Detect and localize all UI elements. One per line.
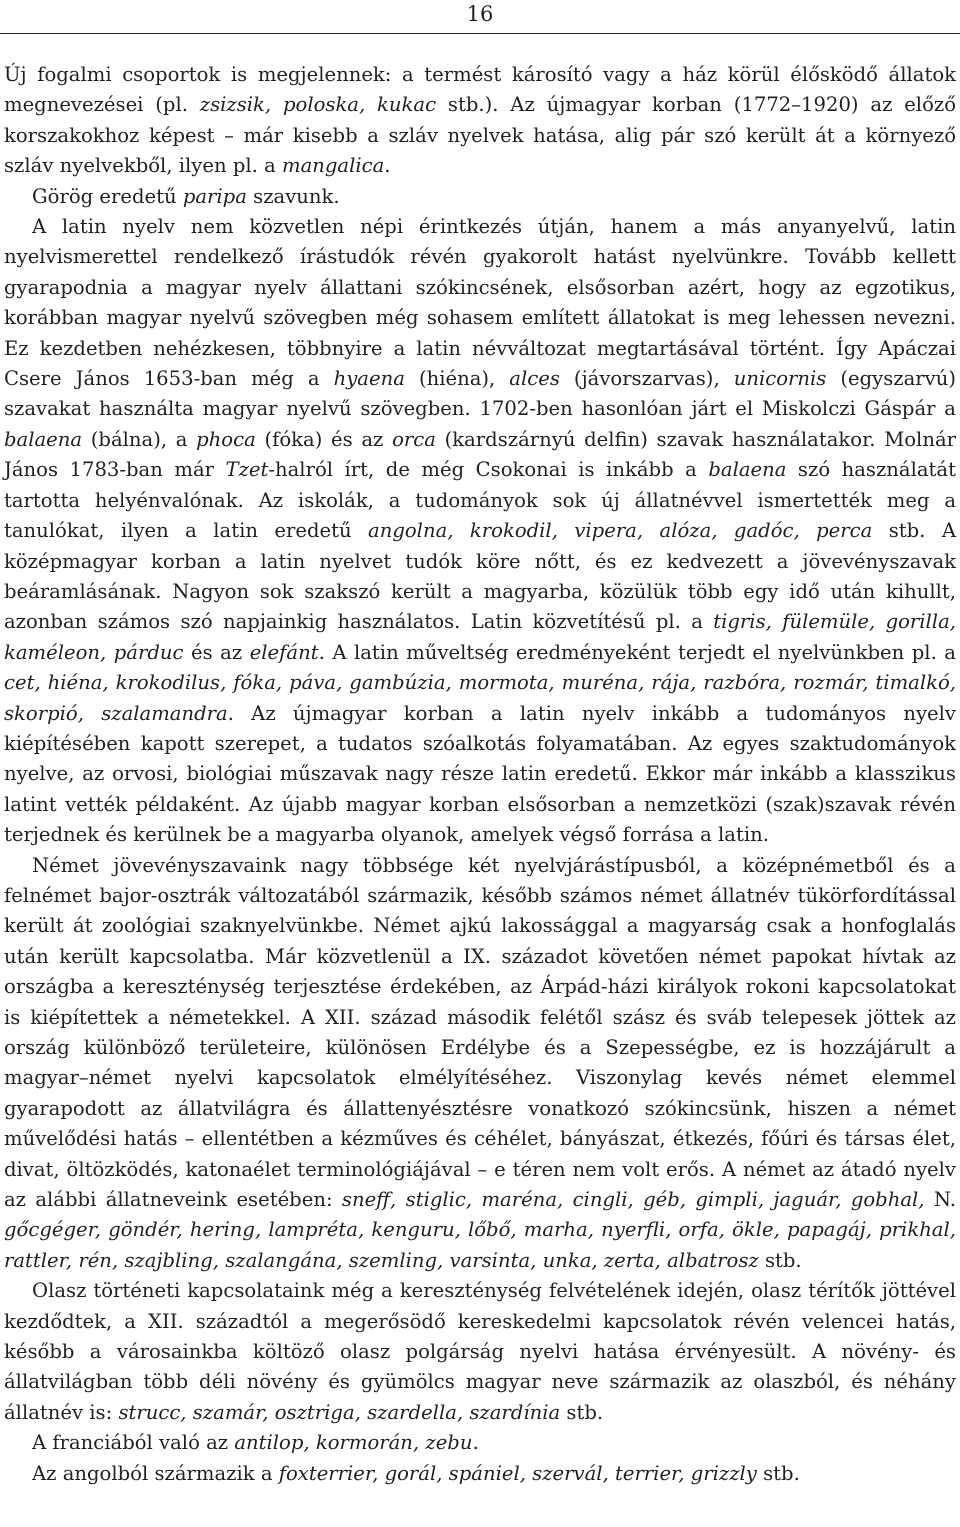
italic-term: zsizsik, poloska, kukac — [199, 93, 437, 117]
italic-term: angolna, krokodil, vipera, alóza, gadóc, perca — [368, 519, 873, 543]
text-span: Az angolból származik a — [32, 1461, 279, 1485]
italic-term: strucc, szamár, osztriga, szardella, szardínia — [118, 1400, 561, 1424]
paragraph-3 — [4, 212, 956, 851]
page-number: 16 — [466, 2, 494, 26]
text-span: stb. A középmagyar korban a latin nyelvet tudók köre nőtt, és ez kedvezett a jövevényszavak beáramlásának. Nagyon sok szakszó került a magyarba, közülük több egy idő után kihullt, azonban számos szó napjainkig használatos. Latin közvetítésű pl. a — [4, 519, 956, 634]
italic-term: tigris, fülemüle, gorilla, kaméleon, párduc — [4, 610, 956, 664]
italic-term: mangalica — [282, 154, 385, 178]
text-span: A franciából való az — [32, 1431, 235, 1455]
italic-term: balaena — [708, 458, 787, 482]
text-span: Új fogalmi csoportok is megjelennek: a termést károsító vagy a ház körül élősködő állatok megnevezései (pl. — [4, 63, 956, 117]
italic-term: alces — [509, 367, 560, 391]
italic-term: antilop, kormorán, zebu — [234, 1431, 473, 1455]
text-span: Olasz történeti kapcsolataink még a kereszténység felvételének idején, olasz térítők jöttével kezdődtek, a XII. századtól a megerősödő kereskedelmi kapcsolatok révén velencei hatás, később a városainkba költöző olasz polgárság nyelvi hatása érvényesült. A növény- és állatvilágban több déli növény és gyümölcs magyar neve származik az olaszból, és néhány állatnév is: — [4, 1279, 956, 1424]
italic-term: foxterrier, gorál, spániel, szervál, terrier, grizzly — [278, 1461, 757, 1485]
text-span: szavunk. — [246, 184, 340, 208]
paragraph-4 — [4, 851, 956, 1277]
paragraph-7 — [4, 1459, 956, 1489]
italic-term: phoca — [196, 427, 256, 451]
text-span: (hiéna), — [404, 367, 510, 391]
text-span: . Az újmagyar korban a latin nyelv inkább a tudományos nyelv kiépítésében kapott szerepet, a tudatos szóalkotás folyamatában. Az egyes szaktudományok nyelve, az orvosi, biológiai műszavak nagy része latin eredetű. Ekkor már inkább a klasszikus latint vették példaként. Az újabb magyar korban elsősorban a nemzetközi (szak)szavak révén terjednek és kerülnek be a magyarba olyanok, amelyek végső forrása a latin. — [4, 701, 956, 847]
italic-term: unicornis — [733, 367, 827, 391]
text-span: -halról írt, de még Csokonai is inkább a — [268, 458, 709, 482]
italic-term: gőcgéger, göndér, hering, lampréta, kenguru, lőbő, marha, nyerfli, orfa, ökle, papagáj, prikhal, rattler, rén, szajbling, szalangána, szemling, varsinta, unka, zerta, albatrosz — [4, 1218, 956, 1272]
text-span: . A latin műveltség eredményeként terjedt el nyelvünkben pl. a — [318, 640, 956, 664]
text-span: N. — [924, 1188, 956, 1212]
text-span: (egyszarvú) szavakat használta magyar nyelvű szövegben. 1702-ben hasonlóan járt el Miskolczi Gáspár a — [4, 367, 956, 421]
paragraph-1 — [4, 60, 956, 182]
text-span: stb. — [756, 1461, 800, 1485]
text-span: (bálna), a — [82, 427, 197, 451]
text-span: Német jövevényszavaink nagy többsége két nyelvjárástípusból, a középnémetből és a felnémet bajor-osztrák változatából származik, később számos német állatnév tükörfordítással került át zoológiai szaknyelvünkbe. Német ajkú lakossággal a magyarság csak a honfoglalás után került kapcsolatba. Már közvetlenül a IX. századot követően német papokat hívtak az országba a kereszténység terjesztése érdekében, az Árpád-házi királyok rokoni kapcsolatokat is kiépítettek a németekkel. A XII. század második felétől szász és sváb telepesek jöttek az ország különböző területeire, különösen Erdélybe és a Szepességbe, ez is hozzájárult a magyar–német nyelvi kapcsolatok elmélyítéséhez. Viszonylag kevés német elemmel gyarapodott az állatvilágra és állattenyésztésre vonatkozó szókincsünk, hiszen a német művelődési hatás – ellentétben a kézműves és céhélet, bányászat, étkezés, főúri és társas élet, divat, öltözködés, katonaélet terminológiájával – e téren nem volt erős. A német az átadó nyelv az alábbi állatneveink esetében: — [4, 853, 956, 1212]
italic-term: sneff, stiglic, maréna, cingli, géb, gimpli, jaguár, gobhal, — [341, 1188, 925, 1212]
paragraph-5 — [4, 1276, 956, 1428]
text-span: (jávorszarvas), — [559, 367, 734, 391]
body-text — [4, 60, 956, 1489]
italic-term: cet, hiéna, krokodilus, fóka, páva, gambúzia, mormota, muréna, rája, razbóra, rozmár, timalkó, skorpió, szalamandra — [4, 671, 956, 725]
text-span: A latin nyelv nem közvetlen népi érintkezés útján, hanem a más anyanyelvű, latin nyelvismerettel rendelkező írástudók révén gyakorolt hatást nyelvünkre. Tovább kellett gyarapodnia a magyar nyelv állattani szókincsének, elsősorban azért, hogy az egzotikus, korábban magyar nyelvű szövegben még sohasem említett állatokat is meg lehessen nevezni. Ez kezdetben nehézkesen, többnyire a latin névváltozat megtartásával történt. Így Apáczai Csere János 1653-ban még a — [4, 215, 956, 391]
italic-term: hyaena — [333, 367, 405, 391]
paragraph-6 — [4, 1428, 956, 1458]
text-span: szó használatát tartotta helyénvalónak. Az iskolák, a tudományok sok új állatnévvel ismertették meg a tanulókat, ilyen a latin eredetű — [4, 458, 956, 543]
text-span: Görög eredetű — [32, 184, 183, 208]
text-span: stb. — [758, 1248, 802, 1272]
italic-term: paripa — [182, 184, 247, 208]
paragraph-2 — [4, 182, 956, 212]
italic-term: Tzet — [225, 458, 269, 482]
text-span: stb.). Az újmagyar korban (1772–1920) az előző korszakokhoz képest – már kisebb a szláv nyelvek hatása, alig pár szó került át a környező szláv nyelvekből, ilyen pl. a — [4, 93, 956, 178]
italic-term: orca — [392, 427, 436, 451]
italic-term: elefánt — [249, 640, 319, 664]
text-span: . — [384, 154, 391, 178]
text-span: . — [472, 1431, 479, 1455]
text-span: (fóka) és az — [255, 427, 393, 451]
text-span: (kardszárnyú delfin) szavak használatakor. Molnár János 1783-ban már — [4, 427, 956, 482]
header-rule — [0, 33, 960, 34]
text-span: és az — [183, 640, 250, 664]
text-span: stb. — [560, 1400, 604, 1424]
italic-term: balaena — [4, 427, 83, 451]
